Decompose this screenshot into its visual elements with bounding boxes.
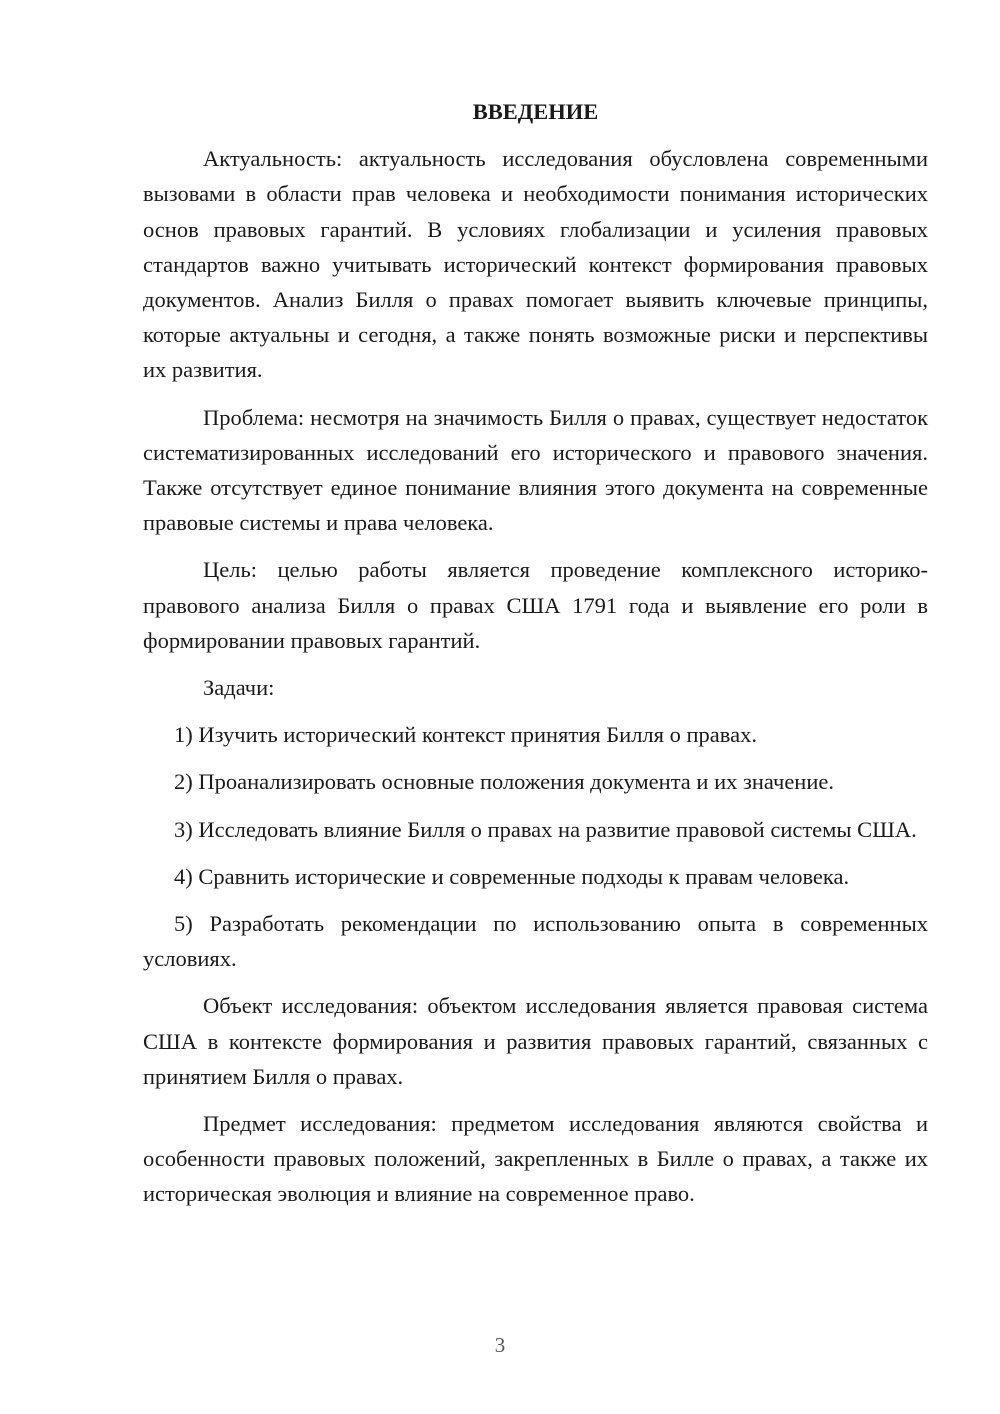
task-item-3: 3) Исследовать влияние Билля о правах на развитие правовой системы США. (174, 816, 917, 842)
task-item-2: 2) Проанализировать основные положения документа и их значение. (174, 769, 835, 795)
paragraph-goal: Цель: целью работы является проведение комплексного историко-правового анализа Билля о правах США 1791 года и выявление его роли в формировании правовых гарантий. (143, 557, 928, 653)
paragraph-problem: Проблема: несмотря на значимость Билля о правах, существует недостаток систематизированных исследований его исторического и правового значения. Также отсутствует единое понимание влияния этого документа на современные правовые системы и права человека. (143, 404, 928, 536)
document-page (143, 94, 928, 1224)
task-item-4: 4) Сравнить исторические и современные подходы к правам человека. (174, 863, 850, 889)
paragraph-subject: Предмет исследования: предметом исследования являются свойства и особенности правовых положений, закрепленных в Билле о правах, а также их историческая эволюция и влияние на современное право. (143, 1111, 928, 1207)
task-item-1: 1) Изучить исторический контекст принятия Билля о правах. (174, 722, 757, 748)
page-number: 3 (494, 1333, 506, 1357)
section-title: ВВЕДЕНИЕ (472, 99, 599, 124)
paragraph-relevance: Актуальность: актуальность исследования обусловлена современными вызовами в области прав человека и необходимости понимания исторических основ правовых гарантий. В условиях глобализации и усиления правовых стандартов важно учитывать исторический контекст формирования правовых документов. Анализ Билля о правах помогает выявить ключевые принципы, которые актуальны и сегодня, а также понять возможные риски и перспективы их развития. (143, 146, 928, 383)
paragraph-tasks-heading: Задачи: (203, 675, 275, 701)
paragraph-object: Объект исследования: объектом исследования является правовая система США в контексте формирования и развития правовых гарантий, связанных с принятием Билля о правах. (143, 993, 928, 1089)
task-item-5: 5) Разработать рекомендации по использованию опыта в современных условиях. (143, 911, 928, 972)
